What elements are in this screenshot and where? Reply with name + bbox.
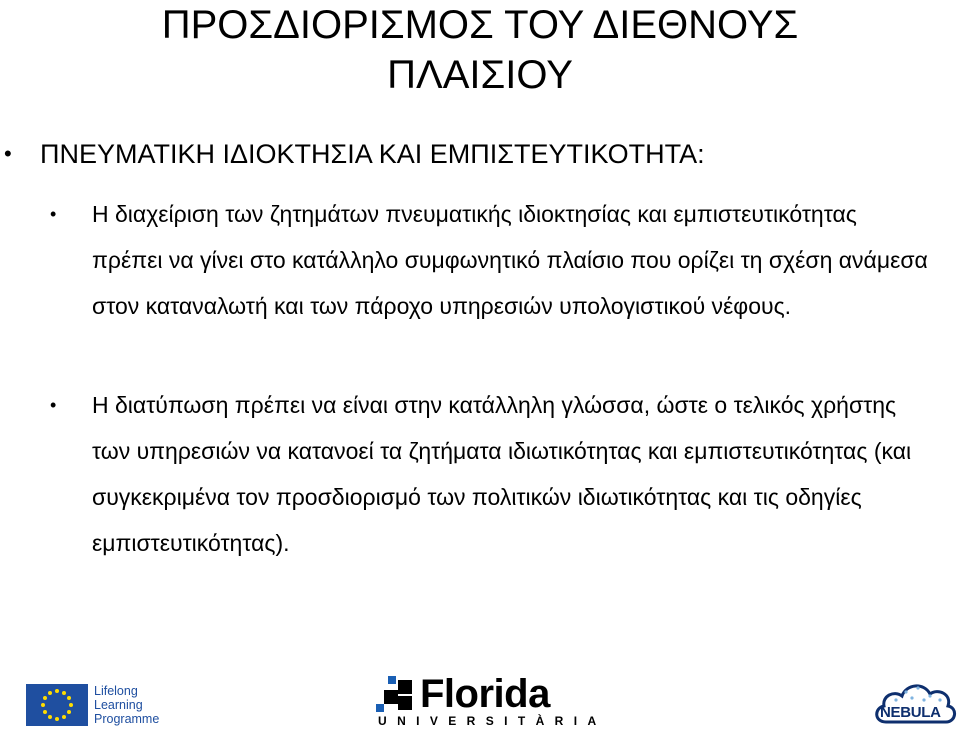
eu-flag-icon [26, 684, 88, 726]
bullet-item [50, 382, 930, 566]
florida-wordmark: Florida [420, 672, 550, 716]
universitaria-wordmark: UNIVERSITÀRIA [378, 714, 607, 728]
section-heading-text: ΠΝΕΥΜΑΤΙΚΗ ΙΔΙΟΚΤΗΣΙΑ ΚΑΙ ΕΜΠΙΣΤΕΥΤΙΚΟΤΗΤΑ: [40, 139, 705, 169]
florida-squares-icon [376, 676, 416, 716]
lifelong-learning-text [94, 684, 159, 726]
bullet-marker: • [4, 141, 12, 166]
eu-logo-line: Learning [94, 698, 143, 712]
cloud-icon [872, 676, 958, 730]
eu-logo-line: Lifelong [94, 684, 138, 698]
eu-stars-icon [26, 684, 88, 726]
bullet-text: Η διατύπωση πρέπει να είναι στην κατάλληλη γλώσσα, ώστε ο τελικός χρήστης των υπηρεσιών να κατανοεί τα ζητήματα ιδιωτικότητας και εμπιστευτικότητας (και συγκεκριμένα τον προσδιορισμό των πολιτικών ιδιωτικότητας και τις οδηγίες εμπιστευτικότητας). [92, 392, 912, 556]
bullet-marker: • [50, 204, 57, 224]
bullet-text: Η διαχείριση των ζητημάτων πνευματικής ιδιοκτησίας και εμπιστευτικότητας πρέπει να γίνει στο κατάλληλο συμφωνητικό πλαίσιο που ορίζει τη σχέση ανάμεσα στον καταναλωτή και των πάροχο υπηρεσιών υπολογιστικού νέφους. [92, 201, 928, 319]
lifelong-learning-logo [26, 684, 171, 728]
nebula-logo [872, 676, 958, 730]
slide-title-line-1: ΠΡΟΣΔΙΟΡΙΣΜΟΣ ΤΟΥ ΔΙΕΘΝΟΥΣ [161, 3, 799, 47]
eu-logo-line: Programme [94, 712, 160, 726]
bullet-item [50, 191, 930, 329]
slide-title [0, 0, 960, 100]
bullet-marker: • [50, 395, 57, 415]
nebula-wordmark: NEBULA [880, 704, 941, 721]
slide-title-line-2: ΠΛΑΙΣΙΟΥ [387, 53, 573, 97]
florida-universitaria-logo [376, 672, 607, 730]
